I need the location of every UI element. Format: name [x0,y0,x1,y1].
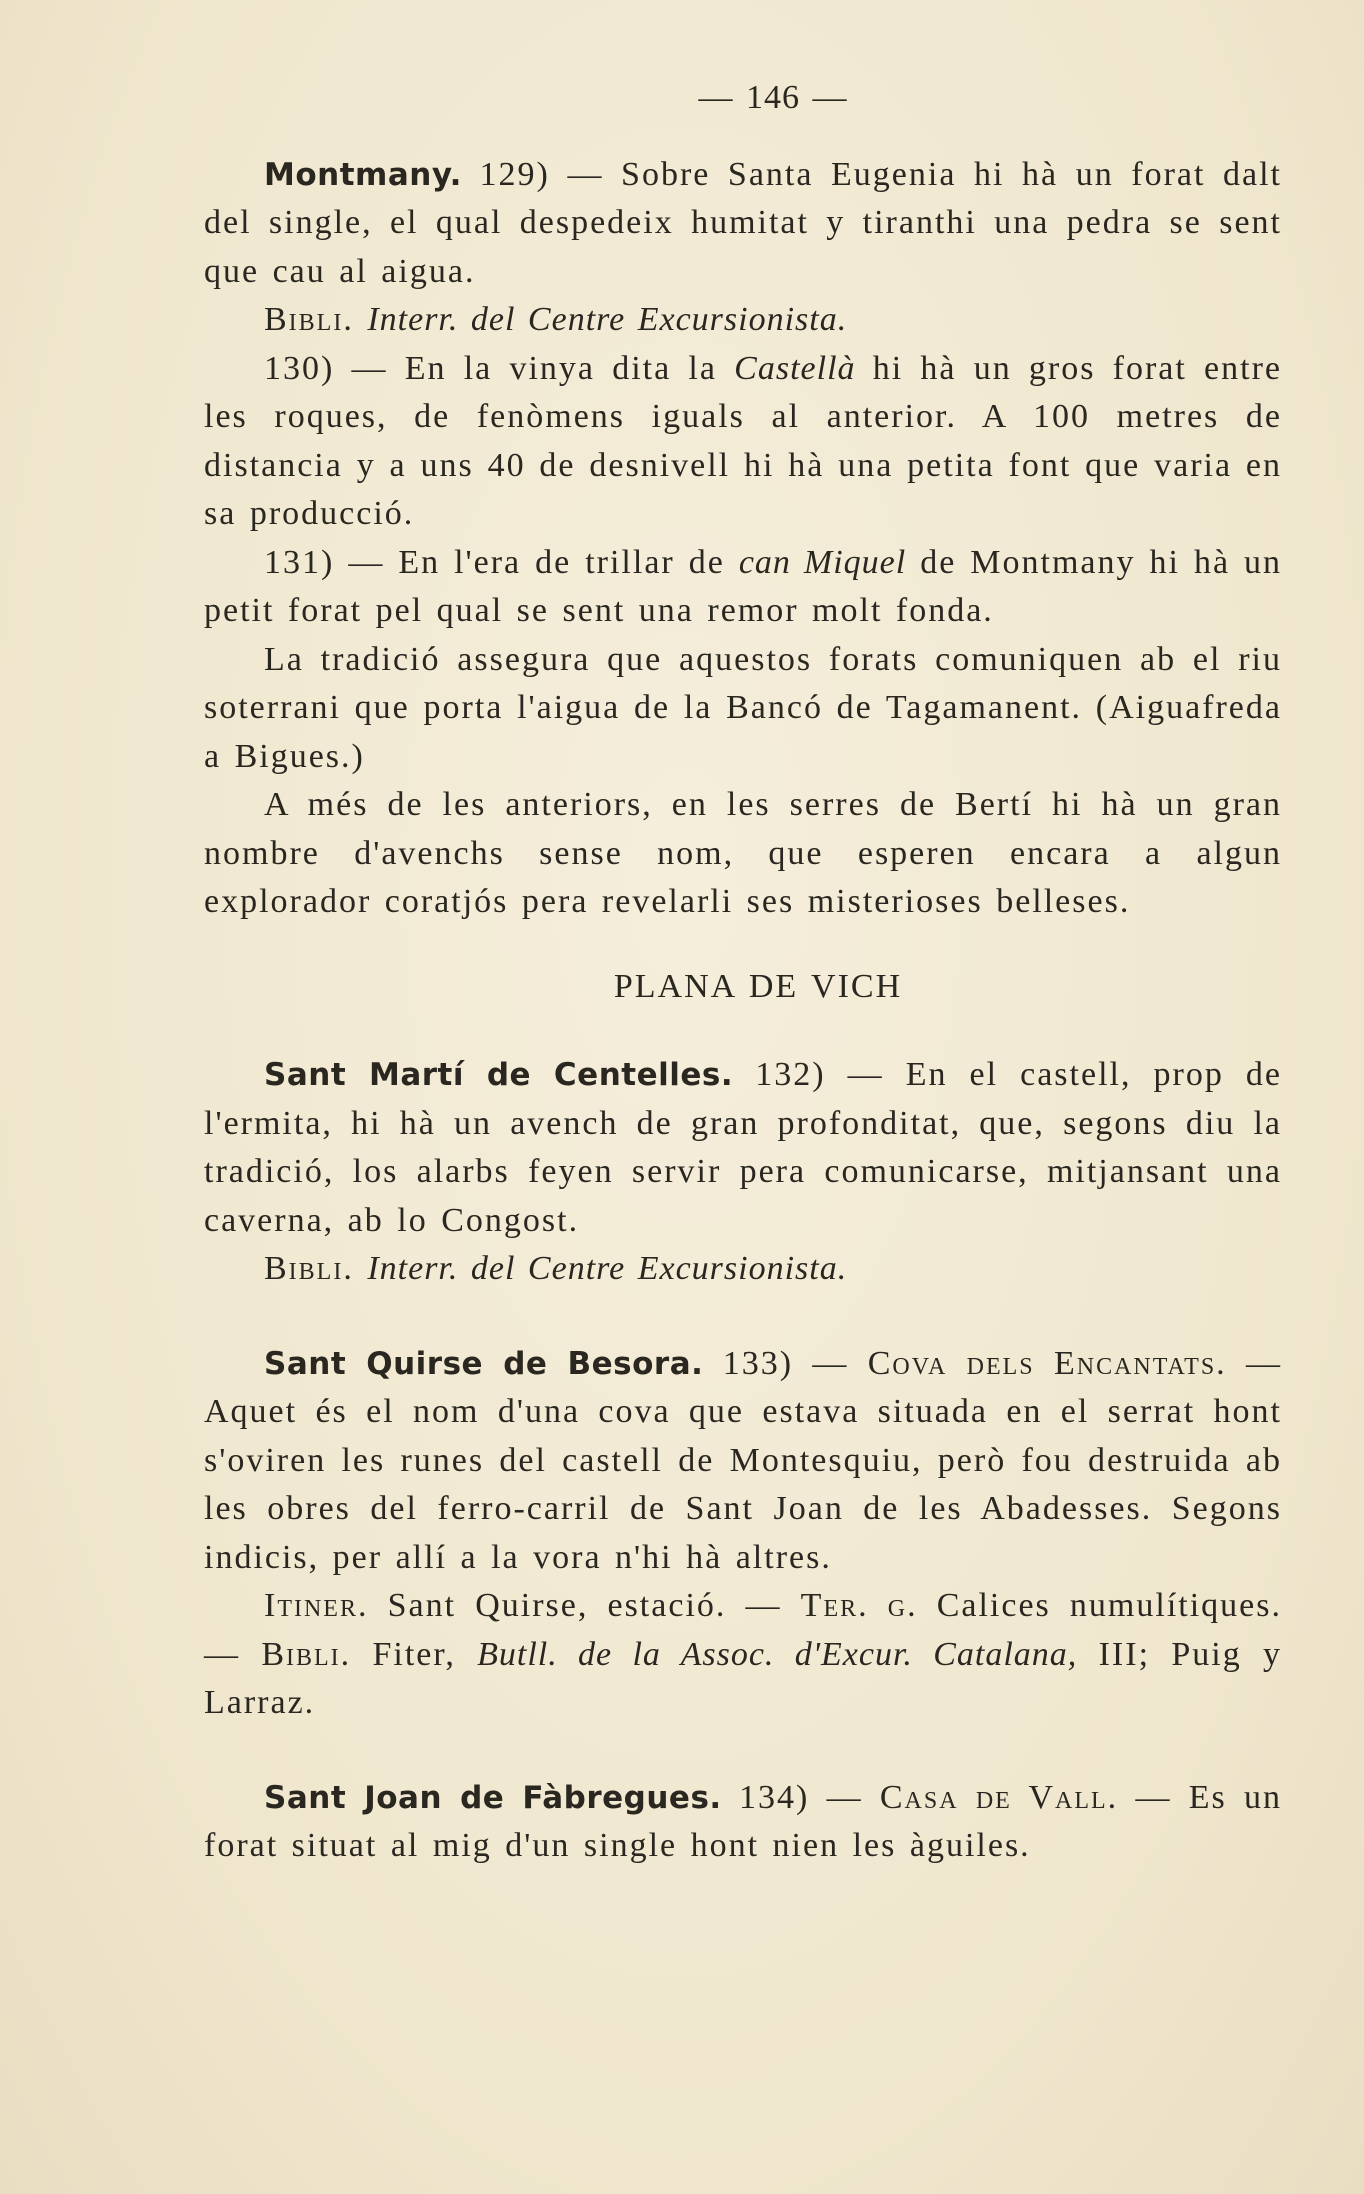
entry-number: 131) [264,543,335,581]
place-heading-sant-marti: Sant Martí de Centelles. [264,1057,734,1093]
entry-text: Es un forat situat al mig d'un single hont nien les àguiles. [204,1778,1283,1864]
spacer [204,1294,1282,1340]
entry-text: hi hà un gros forat entre les roques, de fenòmens iguals al anterior. A 100 metres de distancia y a uns 40 de desnivell hi hà una petita font que varia en sa producció. [204,349,1283,532]
bibli-reference: Interr. del Centre Excursionista. [367,301,848,338]
additional-paragraph: A més de les anteriors, en les serres de Bertí hi hà un gran nombre d'avenchs sense nom, que esperen encara a algun explorador coratjós pera revelarli ses misterioses belleses. [204,786,1282,920]
entry-133: Sant Quirse de Besora. 133) — Cova dels Encantats. — Aquet és el nom d'una cova que estava situada en el serrat hont s'oviren les runes del castell de Montesquiu, però fou destruida ab les obres del ferro-carril de Sant Joan de les Abadesses. Segons indicis, per allí a la vora n'hi hà altres. [204,1344,1282,1576]
cave-name: Casa de Vall. [879,1778,1119,1816]
entry-134: Sant Joan de Fàbregues. 134) — Casa de Vall. — Es un forat situat al mig d'un single hont nien les àguiles. [204,1778,1283,1864]
bibli-label: Bibli. [264,301,354,338]
bibli-reference: Butll. de la Assoc. d'Excur. Catalana, [477,1635,1078,1673]
terrain-label: Ter. g. [800,1587,918,1624]
entry-text: Aquet és el nom d'una cova que estava situada en el serrat hont s'oviren les runes del castell de Montesquiu, però fou destruida ab les obres del ferro-carril de Sant Joan de les Abadesses. Segons indicis, per allí a la vora n'hi hà altres. [204,1393,1282,1576]
place-name: can Miquel [738,543,907,581]
itiner-text: Sant Quirse, estació. [387,1587,727,1624]
entry-number: 130) [264,349,335,387]
entry-number: 132) [755,1056,826,1093]
place-heading-sant-quirse: Sant Quirse de Besora. [264,1345,704,1382]
page-text [204,74,1282,1871]
spacer [204,1728,1282,1774]
entry-129: Montmany. 129) — Sobre Santa Eugenia hi hà un forat dalt del single, el qual despedeix humitat y tiranthi una pedra se sent que cau al aigua. [204,155,1283,290]
cave-name: Cova dels Encantats. [867,1344,1227,1382]
place-name: Castellà [734,349,856,387]
entry-132: Sant Martí de Centelles. 132) — En el castell, prop de l'ermita, hi hà un avench de gran profonditat, que, segons diu la tradició, los alarbs feyen servir pera comunicarse, mitjansant una caverna, ab lo Congost. [204,1056,1283,1239]
bibliography-sant-marti [204,1245,1282,1294]
entry-number: 134) [738,1778,810,1816]
bibli-rest: III; Puig y Larraz. [204,1635,1282,1721]
bibli-reference: Interr. del Centre Excursionista. [367,1250,848,1287]
place-heading-sant-joan: Sant Joan de Fàbregues. [264,1779,722,1816]
bibli-label: Bibli. [264,1250,354,1287]
entry-131: 131) — En l'era de trillar de can Miquel de Montmany hi hà un petit forat pel qual se sent una remor molt fonda. [204,543,1283,629]
entry-text: de Montmany hi hà un petit forat pel qual se sent una remor molt fonda. [204,543,1283,629]
itiner-label: Itiner. [264,1587,369,1624]
terrain-text: Calices numulítiques. [936,1587,1282,1624]
section-title: PLANA DE VICH [613,967,903,1005]
page-number: — 146 — [698,79,848,116]
bibli-label: Bibli. [261,1635,352,1673]
entry-text: Sobre Santa Eugenia hi hà un forat dalt del single, el qual despedeix humitat y tiranthi una pedra se sent que cau al aigua. [204,155,1283,290]
tradition-paragraph: La tradició assegura que aquestos forats comuniquen ab el riu soterrani que porta l'aigua de la Bancó de Tagamanent. (Aiguafreda a Bigues.) [204,640,1282,775]
entry-number: 129) [479,155,550,193]
entry-text: En l'era de trillar de [398,543,725,581]
entry-text: En la vinya dita la [404,349,717,387]
entry-text: En el castell, prop de l'ermita, hi hà un avench de gran profonditat, que, segons diu la tradició, los alarbs feyen servir pera comunicarse, mitjansant una caverna, ab lo Congost. [204,1056,1283,1239]
bibli-author: Fiter, [372,1635,456,1673]
place-heading-montmany: Montmany. [264,156,462,193]
entry-number: 133) [722,1344,794,1382]
bibliography-montmany [204,296,1282,345]
entry-130: 130) — En la vinya dita la Castellà hi hà un gros forat entre les roques, de fenòmens iguals al anterior. A 100 metres de distancia y a uns 40 de desnivell hi hà una petita font que varia en sa producció. [204,349,1283,532]
itinerary-sant-quirse: Itiner. Sant Quirse, estació. — Ter. g. Calices numulítiques. — Bibli. Fiter, Butll. de la Assoc. d'Excur. Catalana, III; Puig y Larraz. [204,1587,1282,1721]
